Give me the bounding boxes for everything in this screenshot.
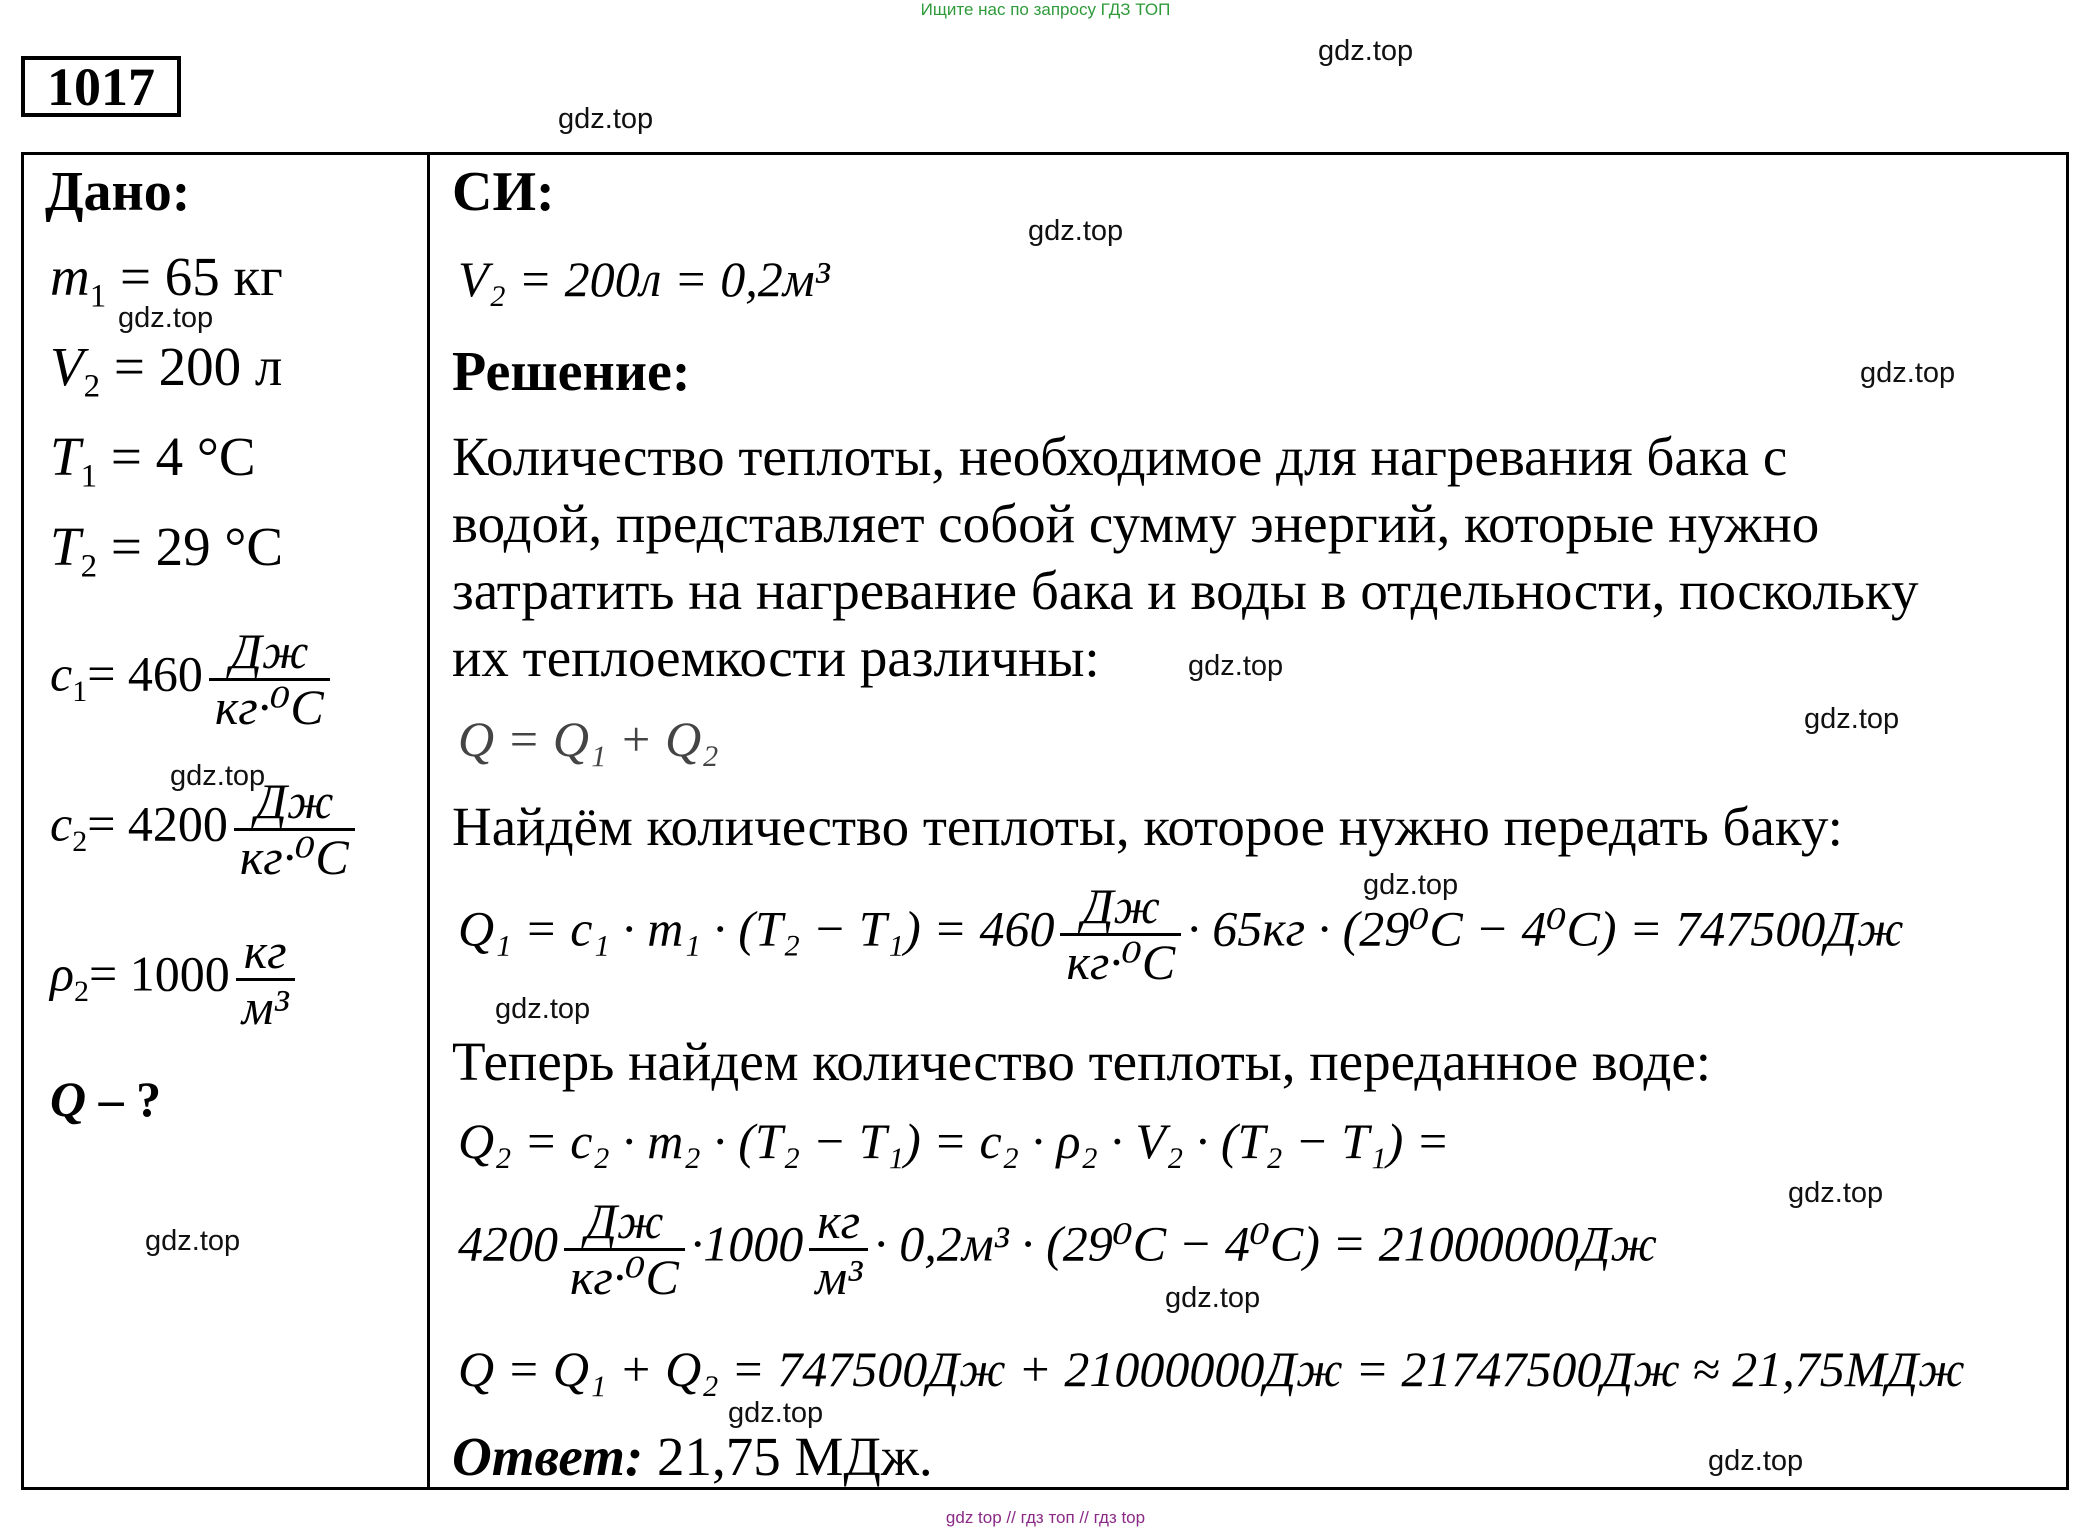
given-find: Q – ? xyxy=(50,1071,162,1127)
watermark: gdz.top xyxy=(118,302,214,334)
si-heading: СИ: xyxy=(452,161,555,223)
watermark: gdz.top xyxy=(170,760,266,792)
para2: Найдём количество теплоты, которое нужно передать баку: xyxy=(452,796,1843,857)
para1-line4: их теплоемкости различны: xyxy=(452,627,1100,688)
para1-line1: Количество теплоты, необходимое для нагревания бака с xyxy=(452,426,1788,487)
watermark: gdz.top xyxy=(1860,357,1956,389)
watermark: gdz.top xyxy=(728,1397,824,1429)
para1-line2: водой, представляет собой сумму энергий, которые нужно xyxy=(452,493,1820,554)
eq-q1: Q₁ = c₁ · m₁ · (T₂ − T₁) = 460 $\frac{Дж}{\text{кг·⁰C}}$ · 65кг · (29⁰C − 4⁰C) = 747500Дж xyxy=(458,878,1904,990)
column-divider xyxy=(427,152,430,1490)
eq-total: Q = Q₁ + Q₂ = 747500Дж + 21000000Дж = 21747500Дж ≈ 21,75МДж xyxy=(458,1341,1965,1397)
problem-number: 1017 xyxy=(21,56,181,117)
given-v2: $V_2 = 200$ л xyxy=(50,336,283,405)
given-m1: $m_1 = 65$ кг xyxy=(50,246,283,315)
si-line: V₂ = 200л = 0,2м³ xyxy=(458,251,830,307)
watermark: gdz.top xyxy=(558,103,654,135)
eq-sum: Q = Q₁ + Q₂ xyxy=(458,711,719,767)
watermark: gdz.top xyxy=(1028,215,1124,247)
solution-heading: Решение: xyxy=(452,341,691,403)
given-rho2: $\rho_2= 1000$ $\frac{кг}{\text{м³}}$ xyxy=(50,925,301,1033)
answer: Ответ: 21,75 МДж. xyxy=(452,1426,933,1487)
watermark: gdz.top xyxy=(495,993,591,1025)
watermark: gdz.top xyxy=(1363,869,1459,901)
top-banner[interactable]: Ищите нас по запросу ГДЗ ТОП xyxy=(920,0,1171,19)
para1-line3: затратить на нагревание бака и воды в отдельности, поскольку xyxy=(452,560,1919,621)
given-t2: $T_2 = 29$ °C xyxy=(50,516,284,585)
watermark: gdz.top xyxy=(145,1225,241,1257)
para3: Теперь найдем количество теплоты, переданное воде: xyxy=(452,1031,1712,1092)
watermark: gdz.top xyxy=(1165,1282,1261,1314)
bottom-banner[interactable]: gdz top // гдз топ // гдз top xyxy=(945,1508,1146,1527)
given-heading: Дано: xyxy=(45,161,191,223)
watermark: gdz.top xyxy=(1788,1177,1884,1209)
watermark: gdz.top xyxy=(1188,650,1284,682)
eq-q2-line1: Q₂ = c₂ · m₂ · (T₂ − T₁) = c₂ · ρ₂ · V₂ · (T₂ − T₁) = xyxy=(458,1113,1450,1169)
given-c2: $c_2= 4200$ $\frac{Дж}{\text{кг·⁰C}}$ xyxy=(50,775,361,883)
eq-q2-line2: 4200 $\frac{Дж}{\text{кг·⁰C}}$ ·1000 $\frac{кг}{\text{м³}}$ · 0,2м³ · (29⁰C − 4⁰C) = 21000000Дж xyxy=(458,1193,1657,1305)
given-t1: $T_1 = 4$ °C xyxy=(50,426,256,495)
watermark: gdz.top xyxy=(1318,35,1414,67)
watermark: gdz.top xyxy=(1804,703,1900,735)
watermark: gdz.top xyxy=(1708,1445,1804,1477)
given-c1: $c_1= 460$ $\frac{Дж}{\text{кг·⁰C}}$ xyxy=(50,625,336,733)
